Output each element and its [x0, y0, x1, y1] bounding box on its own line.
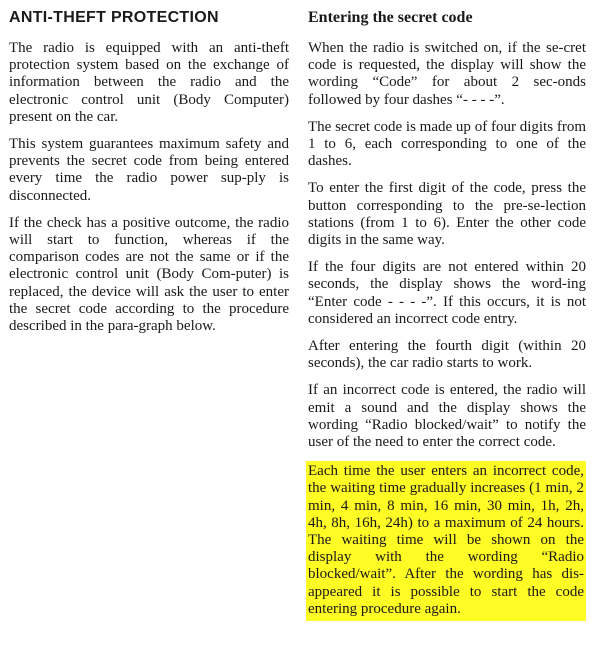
paragraph-switch-on: When the radio is switched on, if the se-cret code is requested, the display will show the wording “Code” for about 2 sec-onds followed by four dashes “- - - -”.: [308, 40, 586, 108]
paragraph-safety: This system guarantees maximum safety and prevents the secret code from being entered every time the radio power sup-ply is disconnected.: [9, 136, 289, 204]
paragraph-incorrect-code: If an incorrect code is entered, the radio will emit a sound and the display shows the wording “Radio blocked/wait” to notify the user of the need to enter the correct code.: [308, 382, 586, 451]
paragraph-intro: The radio is equipped with an anti-theft protection system based on the exchange of information between the radio and the electronic control unit (Body Computer) present on the car.: [9, 40, 289, 125]
section-title-secret-code: Entering the secret code: [308, 9, 473, 26]
right-column: [308, 8, 586, 631]
section-title-anti-theft: ANTI-THEFT PROTECTION: [9, 9, 219, 26]
left-column: [9, 8, 289, 345]
paragraph-timeout: If the four digits are not entered within 20 seconds, the display shows the word-ing “Enter code - - - -”. If this occurs, it is not considered an incorrect code entry.: [308, 259, 586, 327]
paragraph-check-outcome: If the check has a positive outcome, the radio will start to function, whereas if the comparison codes are not the same or if the electronic control unit (Body Com-puter) is replaced, the device will ask the user to enter the secret code according to the procedure described in the para-graph below.: [9, 214, 289, 335]
paragraph-waiting-time-highlighted: Each time the user enters an incorrect code, the waiting time gradually increases (1 min, 2 min, 4 min, 8 min, 16 min, 30 min, 1h, 2h, 4h, 8h, 16h, 24h) to a maximum of 24 hours. The waiting time will be shown on the display with the wording “Radio blocked/wait”. After the wording has dis-appeared it is possible to start the code entering procedure again.: [306, 461, 586, 621]
paragraph-enter-first-digit: To enter the first digit of the code, press the button corresponding to the pre-se-lection stations (from 1 to 6). Enter the other code digits in the same way.: [308, 180, 586, 249]
paragraph-code-format: The secret code is made up of four digits from 1 to 6, each corresponding to one of the dashes.: [308, 118, 586, 170]
paragraph-fourth-digit: After entering the fourth digit (within 20 seconds), the car radio starts to work.: [308, 338, 586, 372]
